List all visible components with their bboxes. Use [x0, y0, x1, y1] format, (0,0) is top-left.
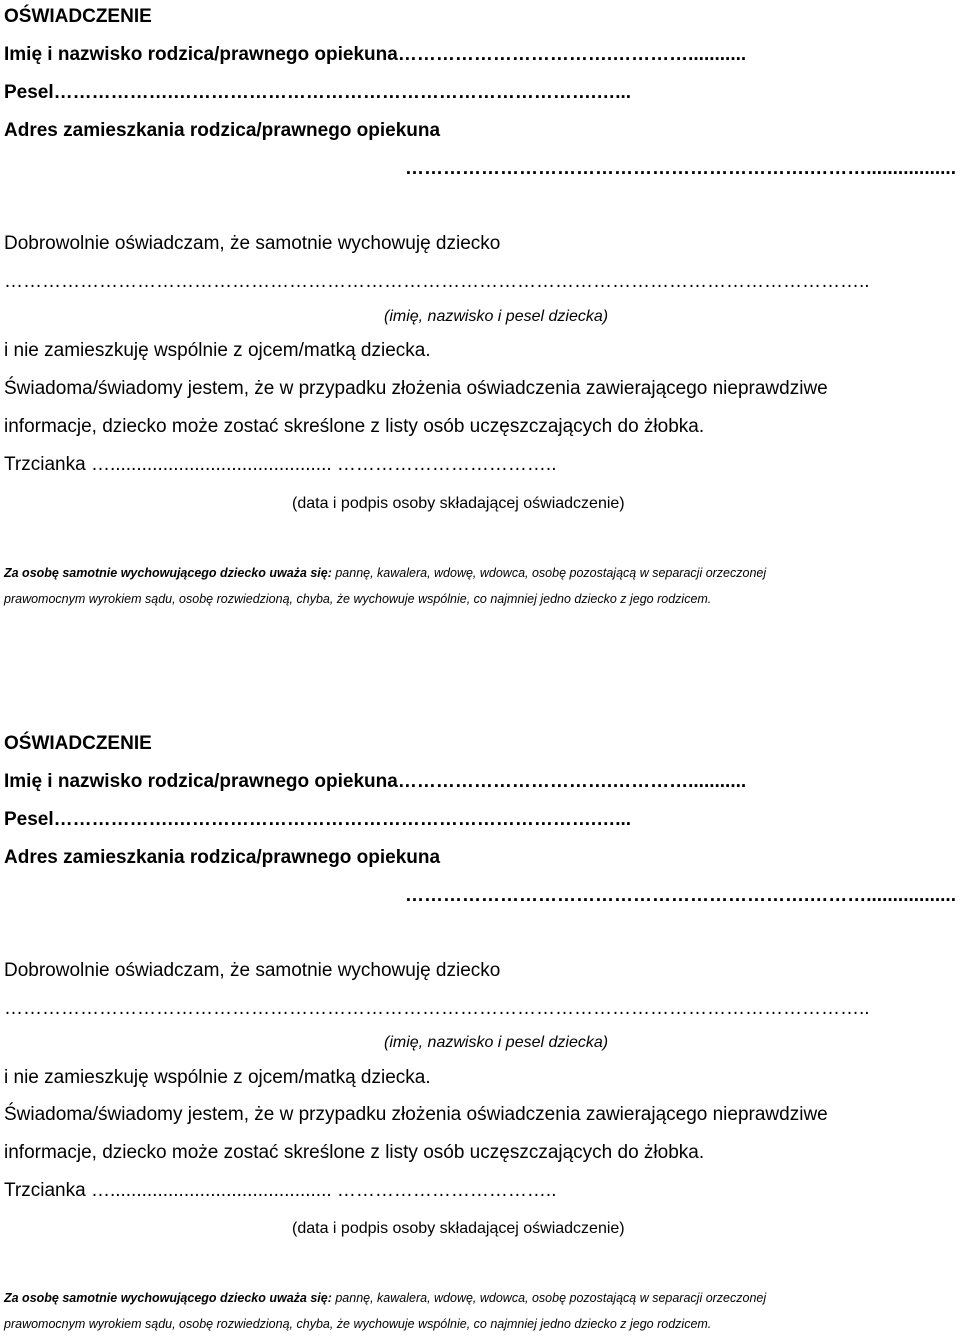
declaration-form-2 — [0, 727, 960, 1336]
place-name: Trzcianka — [4, 1180, 86, 1201]
footnote-bold: Za osobę samotnie wychowującego dziecko uważa się: — [4, 566, 332, 580]
pesel-label: Pesel — [4, 809, 54, 830]
parent-name-dots: …………………………….…………........... — [397, 44, 747, 65]
statement-intro: Dobrowolnie oświadczam, że samotnie wychowuję dziecko — [4, 233, 501, 254]
footnote-line-2: prawomocnym wyrokiem sądu, osobę rozwiedzioną, chyba, że wychowuje wspólnie, co najmniej jedno dziecko z jego rodzicem. — [4, 592, 712, 606]
awareness-line-2: informacje, dziecko może zostać skreślone z listy osób uczęszczających do żłobka. — [4, 416, 705, 437]
not-living-with: i nie zamieszkuję wspólnie z ojcem/matką dziecka. — [4, 1067, 431, 1088]
address-label: Adres zamieszkania rodzica/prawnego opiekuna — [4, 120, 441, 141]
statement-intro: Dobrowolnie oświadczam, że samotnie wychowuję dziecko — [4, 960, 501, 981]
footnote-rest: pannę, kawalera, wdowę, wdowca, osobę pozostającą w separacji orzeczonej — [331, 1291, 767, 1305]
footnote-bold: Za osobę samotnie wychowującego dziecko uważa się: — [4, 1291, 332, 1305]
pesel-dots: ……………….………………………………………………………….…... — [53, 809, 632, 830]
footnote-rest: pannę, kawalera, wdowę, wdowca, osobę pozostającą w separacji orzeczonej — [331, 566, 767, 580]
place-dots: ….......................................... …………………………….. — [90, 454, 557, 475]
place-name: Trzcianka — [4, 454, 86, 475]
awareness-line-1: Świadoma/świadomy jestem, że w przypadku złożenia oświadczenia zawierającego nieprawdziwe — [4, 1104, 828, 1125]
pesel-label: Pesel — [4, 82, 54, 103]
child-dots: ……………………………………………………………………………………………………………………….. — [4, 271, 870, 292]
parent-name-row — [4, 44, 956, 66]
parent-name-dots: …………………………….…………........... — [397, 771, 747, 792]
footnote-line-1 — [4, 565, 766, 581]
pesel-dots: ……………….………………………………………………………….…... — [53, 82, 632, 103]
child-dots: ……………………………………………………………………………………………………………………….. — [4, 998, 870, 1019]
declaration-title: OŚWIADCZENIE — [4, 733, 152, 754]
awareness-line-1: Świadoma/świadomy jestem, że w przypadku złożenia oświadczenia zawierającego nieprawdziwe — [4, 378, 828, 399]
declaration-form-1 — [0, 0, 960, 640]
place-dots: ….......................................... …………………………….. — [90, 1180, 557, 1201]
declaration-title: OŚWIADCZENIE — [4, 6, 152, 27]
signature-caption: (data i podpis osoby składającej oświadczenie) — [292, 1220, 625, 1237]
awareness-line-2: informacje, dziecko może zostać skreślone z listy osób uczęszczających do żłobka. — [4, 1142, 705, 1163]
not-living-with: i nie zamieszkuję wspólnie z ojcem/matką dziecka. — [4, 340, 431, 361]
address-dots: ……………………………………………………….………................. — [404, 158, 956, 179]
pesel-row — [4, 82, 956, 104]
address-dots: ……………………………………………………….………................. — [404, 885, 956, 906]
child-caption: (imię, nazwisko i pesel dziecka) — [384, 308, 609, 325]
parent-name-label: Imię i nazwisko rodzica/prawnego opiekuna — [4, 771, 398, 792]
parent-name-label: Imię i nazwisko rodzica/prawnego opiekuna — [4, 44, 398, 65]
address-label: Adres zamieszkania rodzica/prawnego opiekuna — [4, 847, 441, 868]
child-caption: (imię, nazwisko i pesel dziecka) — [384, 1034, 609, 1051]
parent-name-row — [4, 771, 956, 793]
place-row — [4, 1180, 956, 1202]
footnote-line-1 — [4, 1290, 766, 1306]
place-row — [4, 454, 956, 476]
footnote-line-2: prawomocnym wyrokiem sądu, osobę rozwiedzioną, chyba, że wychowuje wspólnie, co najmniej jedno dziecko z jego rodzicem. — [4, 1317, 712, 1331]
signature-caption: (data i podpis osoby składającej oświadczenie) — [292, 495, 625, 512]
pesel-row — [4, 809, 956, 831]
